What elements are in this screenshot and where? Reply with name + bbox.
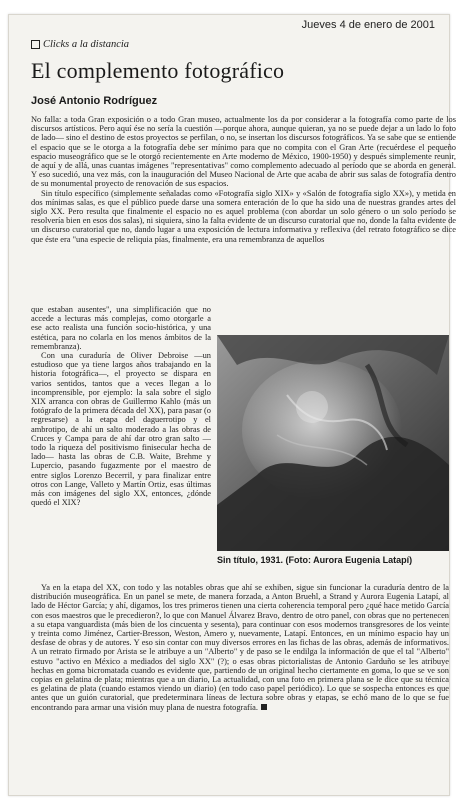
section-label xyxy=(31,39,129,50)
article-byline: José Antonio Rodríguez xyxy=(31,95,158,107)
photo-caption: Sin título, 1931. (Foto: Aurora Eugenia Latapí) xyxy=(217,555,413,565)
paragraph: No falla: a toda Gran exposición o a todo Gran museo, actualmente los da por considerar a la fotografía como parte de los discursos artísticos. Pero aquí ése no sería la cuestión —porque ahora, aunque quieran, ya no se puede dejar a un lado lo foto de lado— sino el destino de estos proyectos se perfilan, o no, se insertan los discursos fotográficos. Ya se sabe que se entiende el espacio que se le otorga a la fotografía debe ser mínimo para que no compita con el Gran Arte (recuérdese el pequeño espacio museográfico que se le otorgó recientemente en Arte moderno de México, 1900-1950) y después simplemente reunir, de aquí y de allá, unas cuantas imágenes "representativas" como complemento adecuado al período que se aborda en general. Y eso sucedió, una vez más, con la inauguración del Museo Nacional de Arte que acaba de abrir sus salas de fotografía dentro de su monumental proyecto de renovación de sus espacios. xyxy=(31,115,456,189)
photo-image xyxy=(217,335,449,551)
article-body-bottom xyxy=(31,583,449,712)
paragraph: que estaban ausentes", una simplificación que no accede a lecturas más complejas, como otorgarle a ese acto realista una función socio-histórica, y una estética, para no colarla en los menos ámbitos de la remembranza). xyxy=(31,305,211,351)
article-body-top xyxy=(31,115,456,244)
section-name: Clicks a la distancia xyxy=(43,39,130,50)
paragraph xyxy=(31,583,449,712)
paragraph: Con una curaduría de Oliver Debroise —un estudioso que ya tiene largos años trabajando en la historia fotográfica—, el proyecto se dispara en varios sentidos, tantos que a veces llegan a lo incomprensible, por ejemplo: la sala sobre el siglo XIX arranca con obras de Guillermo Kahlo (más un fotógrafo de la primera década del XX), para pasar (o regresarse) a la etapa del daguerrotipo y el ambrotipo, de ahí un salto moderado a las obras de Cruces y Campa para de ahí dar otro gran salto —todo la riqueza del positivismo finisecular hecha de lado— hasta las obras de C.B. Waite, Brehme y Lupercio, pasando fugazmente por el maestro de entre siglos Lorenzo Becerril, y para finalizar entre otros con Lange, Valleto y Martín Ortiz, esas últimas más con imágenes del siglo XX, entonces, ¿dónde quedó el XIX? xyxy=(31,351,211,508)
article-body-left-column xyxy=(31,305,211,575)
paragraph-text: Ya en la etapa del XX, con todo y las notables obras que ahí se exhiben, sigue sin funcionar la curaduría dentro de la distribución museográfica. En un panel se mete, de manera forzada, a Anton Bruehl, a Strand y Aurora Eugenia Latapí, al lado de Héctor García; y ahí, digamos, los tres primeros tienen una cierta coherencia temporal pero ¿qué hace metido García con esos maestros que le precedieron?, lo que con Manuel Álvarez Bravo, dentro de otro panel, con obras que no pertenecen a su etapa vanguardista (más bien de los cincuenta y sesenta), para continuar con esos modernos transgresores de los veinte y treinta como Jiménez, Cartier-Bresson, Weston, Amero y, nuevamente, Latapí. Entonces, en un mínimo espacio hay un desfase de obras y de autores. Y eso sin contar con muy diversos errores en las fichas de las obras, además de informativos. A un retrato firmado por Arista se le atribuye a un "Alberto" y de paso se le endilga la información de que el tal "Alberto" estuvo "activo en México a mediados del siglo XX" (?); o esas obras pictorialistas de Antonio Garduño se les atribuye hechas en goma bicromatada cuando es evidente que, partiendo de un original hecho ciertamente en goma, lo que se ve son copias en gelatina de plata; mientras que a un diario, La actualidad, con una foto en primera plana se le dice que su técnica es gelatina de plata (cuando estamos viendo un diario) (en todo caso papel periódico). Lo que se sospecha entonces es que antes que un guión curatorial, que predeterminara líneas de lectura sobre obras y etapas, se echó mano de lo que se fue encontrando para armar una visión muy plana de nuestra fotografía. xyxy=(31,583,449,712)
square-bullet-icon xyxy=(31,40,40,49)
paragraph: Sin título específico (simplemente señaladas como «Fotografía siglo XIX» y «Salón de fotografía siglo XX»), y metida en dos mínimas salas, es que el público puede darse una somera enteración de lo que ha sido una de nuestras grandes artes del siglo XX. Pero resulta que finalmente el espacio no es aquel problema (con abordar un solo género o un solo período se resolvería bien en esos dos salas), ni siquiera, sino la falta evidente de un discurso curatorial que no, donde la falta evidente de un discurso curatorial que no, dando lugar a una exposición de lectura informativa y reflexiva (del retrato fotográfico se dice que éste era "una especie de reliquia pías, finalmente, era una remembranza de aquellos xyxy=(31,188,456,244)
clipping xyxy=(8,14,456,796)
article-photo xyxy=(217,335,449,551)
article-title: El complemento fotográfico xyxy=(31,58,285,83)
end-of-article-mark-icon xyxy=(261,704,267,710)
dateline: Jueves 4 de enero de 2001 xyxy=(301,19,435,31)
